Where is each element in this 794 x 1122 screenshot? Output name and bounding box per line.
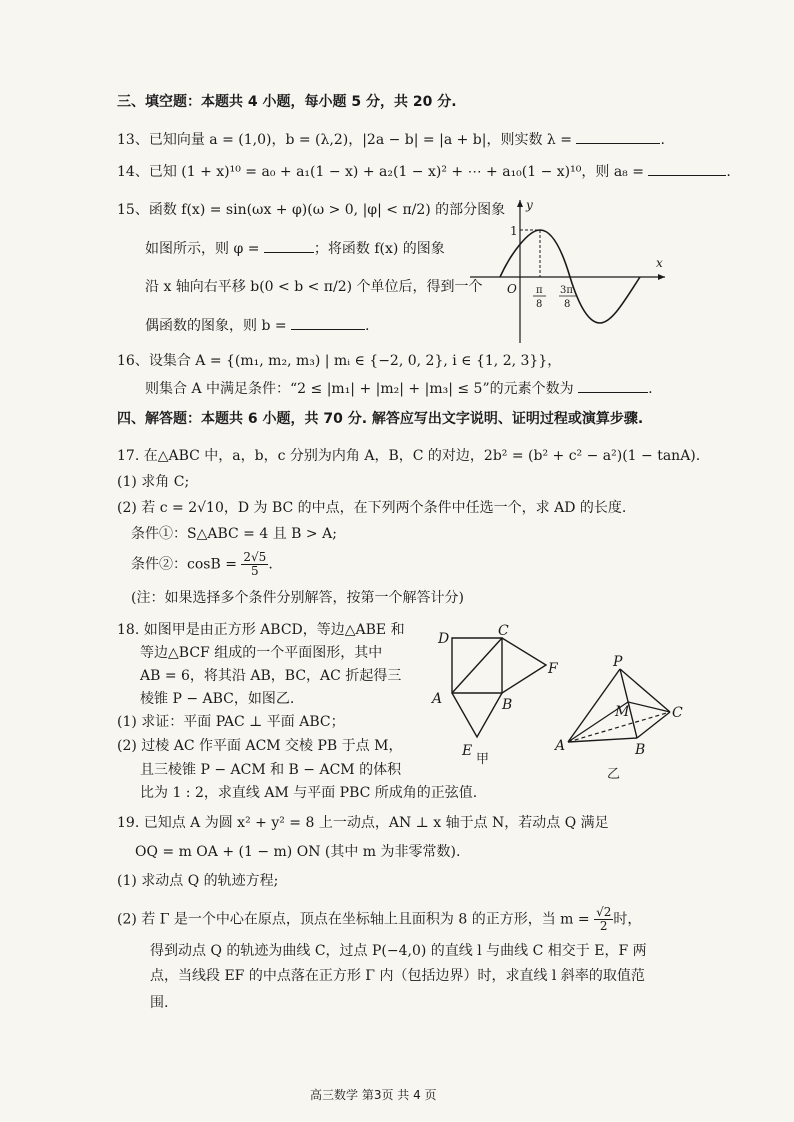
edge-pa [568,669,620,742]
sine-graph [470,195,670,345]
question-15-text-4b: . [365,318,370,334]
question-15-text-4a: 偶函数的图象，则 b = [145,318,287,334]
question-17-part-1: (1) 求角 C; [117,474,190,490]
question-16-text-2b: . [648,381,653,397]
answer-blank-14 [648,161,726,176]
label-c: C [498,623,509,639]
figure-yi [555,652,695,792]
question-14-number: 14、 [117,164,149,180]
question-19-text-1: 已知点 A 为圆 x² + y² = 8 上一动点，AN ⊥ x 轴于点 N，若动点 Q 满足 [143,815,609,831]
question-13 [117,129,665,150]
cos-b-fraction [241,551,268,578]
condition-2-text: 条件②：cosB = [131,556,237,573]
question-18-part-2c: 比为 1 : 2，求直线 AM 与平面 PBC 所成角的正弦值. [140,785,478,801]
triangle-bcf [502,638,546,693]
label-f: F [548,661,558,677]
label-b2: B [635,742,646,758]
question-17-text: 在△ABC 中，a，b，c 分别为内角 A，B，C 的对边，2b² = (b² + c² − a²)(1 − tanA). [143,448,701,464]
question-16-number: 16、 [117,353,149,369]
edge-bc [637,712,670,738]
caption-jia: 甲 [476,752,490,767]
question-18-line-3: AB = 6，将其沿 AB，BC，AC 折起得三 [140,668,402,684]
x-tick-2-den: 8 [564,299,571,310]
question-19-part-2-text: (2) 若 Γ 是一个中心在原点，顶点在坐标轴上且面积为 8 的正方形，当 m = [117,911,590,928]
question-13-end: . [660,132,665,148]
origin-label: O [507,282,517,296]
question-17-condition-1: 条件①：S△ABC = 4 且 B > A; [131,526,337,542]
question-17-number: 17. [117,448,140,464]
answer-blank-15a [264,238,314,253]
question-15-line-1 [117,200,505,220]
figure-jia [430,625,570,765]
answer-blank-15b [291,315,365,330]
label-d: D [438,631,450,647]
m-numerator: √2 [596,905,612,919]
question-19-part-2 [117,906,641,933]
page-footer: 高三数学 第3页 共 4 页 [310,1088,437,1102]
label-m: M [615,704,630,720]
label-a2: A [555,738,566,754]
question-19-line-5: 围. [150,995,169,1011]
x-tick-1-num: π [536,285,543,296]
m-value-fraction [594,906,613,933]
question-14-text: 已知 (1 + x)¹⁰ = a₀ + a₁(1 − x) + a₂(1 − x)² + ⋯ + a₁₀(1 − x)¹⁰，则 a₈ = [148,164,644,180]
question-18-line-1 [117,620,405,640]
question-14-end: . [726,164,731,180]
answer-blank-16 [578,378,648,393]
m-denominator: 2 [599,919,608,933]
question-15-text-1: 函数 f(x) = sin(ωx + φ)(ω > 0, |φ| < π/2) 的部分图象 [148,202,506,218]
question-18-part-2b: 且三棱锥 P − ACM 和 B − ACM 的体积 [140,762,402,778]
question-19-line-4: 点，当线段 EF 的中点落在正方形 Γ 内（包括边界）时，求直线 l 斜率的取值范 [150,968,645,984]
question-15-text-2b: ；将函数 f(x) 的图象 [313,241,445,257]
x-tick-2-num: 3π [560,285,573,296]
question-17-note: (注：如果选择多个条件分别解答，按第一个解答计分) [131,590,464,606]
question-16-text-1: 设集合 A = {(m₁, m₂, m₃) | mᵢ ∈ {−2, 0, 2}, i ∈ {1, 2, 3}}， [148,353,562,369]
question-15-text-2a: 如图所示，则 φ = [145,241,260,257]
x-tick-1-den: 8 [536,299,543,310]
section-4-title: 四、解答题：本题共 6 小题，共 70 分. 解答应写出文字说明、证明过程或演算步骤. [117,411,644,427]
question-18-number: 18. [117,622,140,638]
question-18-part-1: (1) 求证：平面 PAC ⊥ 平面 ABC； [117,714,345,730]
label-b: B [502,697,513,713]
question-17-condition-2 [131,551,273,578]
condition-2-end: . [268,556,273,573]
diagonal-ac [452,638,502,693]
question-15-number: 15、 [117,202,149,218]
question-16-text-2a: 则集合 A 中满足条件：“2 ≤ |m₁| + |m₂| + |m₃| ≤ 5”的元素个数为 [145,381,574,397]
question-18-line-2: 等边△BCF 组成的一个平面图形，其中 [140,645,383,661]
question-18-part-2a: (2) 过棱 AC 作平面 ACM 交棱 PB 于点 M， [117,738,403,754]
question-14 [117,161,731,182]
question-19-part-1: (1) 求动点 Q 的轨迹方程; [117,873,279,889]
x-axis-arrow [658,274,665,280]
label-e: E [462,743,473,759]
label-a: A [432,691,443,707]
label-p: P [613,654,623,670]
question-16-line-1 [117,351,561,371]
question-17-part-2: (2) 若 c = 2√10，D 为 BC 的中点，在下列两个条件中任选一个，求 AD 的长度. [117,500,627,516]
question-13-text: 已知向量 a = (1,0)，b = (λ,2)，|2a − b| = |a + b|，则实数 λ = [148,132,572,148]
y-axis-label: y [526,198,533,212]
question-19-part-2-end: 时， [613,911,642,928]
caption-yi: 乙 [607,767,621,782]
question-13-number: 13、 [117,132,149,148]
triangle-abe [452,693,502,737]
question-19-line-2: OQ = m OA + (1 − m) ON (其中 m 为非零常数). [135,844,461,860]
section-3-title: 三、填空题：本题共 4 小题，每小题 5 分，共 20 分. [117,94,457,110]
question-17-stem [117,446,700,466]
question-19-line-1 [117,813,609,833]
cos-b-numerator: 2√5 [243,550,267,564]
label-c2: C [672,705,683,721]
question-15-line-4 [145,315,370,336]
question-15-line-3: 沿 x 轴向右平移 b(0 < b < π/2) 个单位后，得到一个 [145,279,483,295]
question-18-line-4: 棱锥 P − ABC，如图乙. [140,691,295,707]
x-axis-label: x [656,256,663,270]
question-18-text-1: 如图甲是由正方形 ABCD，等边△ABE 和 [143,622,405,638]
question-19-number: 19. [117,815,140,831]
answer-blank-13 [576,129,660,144]
cos-b-denominator: 5 [251,564,259,578]
question-19-line-3: 得到动点 Q 的轨迹为曲线 C，过点 P(−4,0) 的直线 l 与曲线 C 相交于 E，F 两 [150,943,647,959]
question-16-line-2 [145,378,653,399]
y-tick-1: 1 [510,224,518,238]
y-axis-arrow [517,200,523,207]
question-15-line-2 [145,238,445,259]
